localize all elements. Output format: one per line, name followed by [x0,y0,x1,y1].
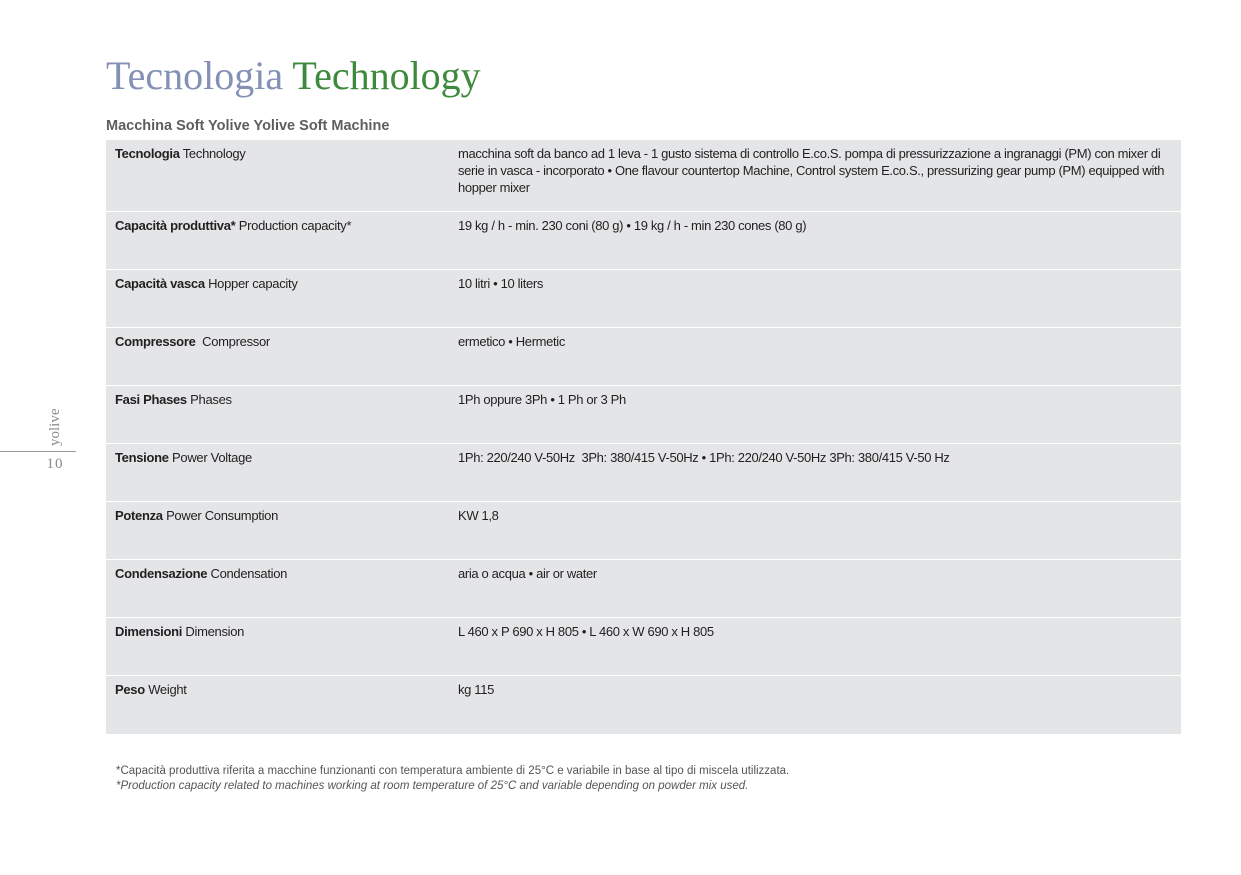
spec-label-english: Power Voltage [172,450,252,465]
spec-label [106,212,450,269]
spec-row-compressor [106,328,1181,386]
spec-label-italian: Capacità vasca [115,276,205,291]
spec-label-italian: Tensione [115,450,169,465]
spec-label-english: Power Consumption [166,508,279,523]
spec-row-condensation [106,560,1181,618]
page-title-english: Technology [292,53,481,98]
spec-label-italian: Peso [115,682,145,697]
spec-label-italian: Condensazione [115,566,208,581]
footnote-english: *Production capacity related to machines working at room temperature of 25°C and variable depending on powder mix used. [116,780,749,792]
spec-value: aria o acqua • air or water [458,566,597,581]
spec-label-english: Technology [182,146,246,161]
spec-label [106,618,450,675]
spec-label-english: Condensation [210,566,288,581]
spec-label [106,270,450,327]
spec-value: KW 1,8 [458,508,499,523]
spec-value: 10 litri • 10 liters [458,276,543,291]
spec-value: macchina soft da banco ad 1 leva - 1 gusto sistema di controllo E.co.S. pompa di pressurizzazione a ingranaggi (PM) con mixer di serie in vasca - incorporato • One flavour countertop Machine, Control system E.co.S., pressurizing gear pump (PM) equipped with hopper mixer [458,146,1165,195]
page-title [106,50,481,102]
spec-table [106,140,1181,734]
spec-value: 1Ph: 220/240 V-50Hz 3Ph: 380/415 V-50Hz • 1Ph: 220/240 V-50Hz 3Ph: 380/415 V-50 Hz [458,450,950,465]
side-brand-label: yolive [47,408,63,446]
spec-row-dimension [106,618,1181,676]
footnote-italian: *Capacità produttiva riferita a macchine funzionanti con temperatura ambiente di 25°C e variabile in base al tipo di miscela utilizzata. [116,765,790,777]
spec-label-italian: Capacità produttiva* [115,218,236,233]
spec-label-english: Dimension [185,624,245,639]
spec-label-italian: Potenza [115,508,163,523]
spec-row-technology [106,140,1181,212]
spec-value: 1Ph oppure 3Ph • 1 Ph or 3 Ph [458,392,626,407]
spec-value: 19 kg / h - min. 230 coni (80 g) • 19 kg / h - min 230 cones (80 g) [458,218,807,233]
footnote [116,764,789,794]
spec-row-phases [106,386,1181,444]
spec-label-italian: Tecnologia [115,146,180,161]
spec-row-production-capacity [106,212,1181,270]
spec-label-english: Weight [148,682,187,697]
spec-label-italian: Compressore [115,334,196,349]
spec-value: kg 115 [458,682,494,697]
section-subtitle [106,116,389,136]
subtitle-english: Yolive Soft Machine [253,118,390,134]
spec-row-power-consumption [106,502,1181,560]
spec-label-english: Production capacity* [238,218,352,233]
page-title-italian: Tecnologia [106,53,284,98]
spec-row-weight [106,676,1181,734]
spec-label [106,502,450,559]
spec-row-power-voltage [106,444,1181,502]
spec-value: ermetico • Hermetic [458,334,565,349]
spec-label-english: Phases [190,392,232,407]
spec-label-english: Hopper capacity [208,276,298,291]
side-divider [0,451,76,452]
spec-label-english: Compressor [198,334,270,349]
page-number: 10 [46,456,64,472]
spec-label [106,386,450,443]
spec-value: L 460 x P 690 x H 805 • L 460 x W 690 x H 805 [458,624,714,639]
spec-label [106,560,450,617]
spec-label [106,328,450,385]
spec-label-italian: Dimensioni [115,624,183,639]
spec-label [106,444,450,501]
spec-label [106,676,450,734]
spec-row-hopper-capacity [106,270,1181,328]
subtitle-italian: Macchina Soft Yolive [106,118,250,134]
spec-label-italian: Fasi Phases [115,392,187,407]
spec-label [106,140,450,211]
